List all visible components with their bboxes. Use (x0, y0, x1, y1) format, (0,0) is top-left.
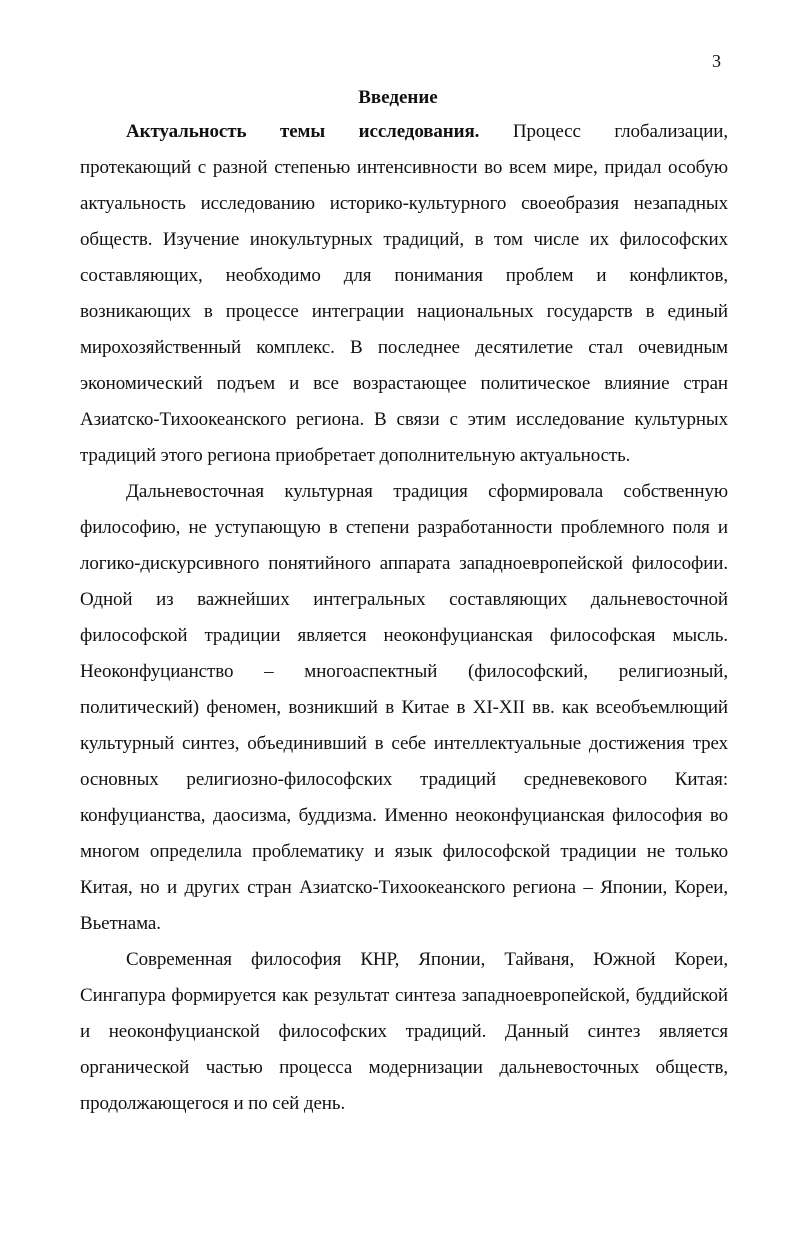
paragraph-lead: Актуальность темы исследования. (126, 121, 480, 142)
paragraph-relevance (80, 114, 728, 474)
page-number: 3 (712, 51, 721, 71)
paragraph-far-eastern-tradition: Дальневосточная культурная традиция сформировала собственную философию, не уступающую в степени разработанности проблемного поля и логико-дискурсивного понятийного аппарата западноевропейской философии. Одной из важнейших интегральных составляющих дальневосточной философской традиции является неоконфуцианская философская мысль. Неоконфуцианство – многоаспектный (философский, религиозный, политический) феномен, возникший в Китае в XI-XII вв. как всеобъемлющий культурный синтез, объединивший в себе интеллектуальные достижения трех основных религиозно-философских традиций средневекового Китая: конфуцианства, даосизма, буддизма. Именно неоконфуцианская философия во многом определила проблематику и язык философской традиции не только Китая, но и других стран Азиатско-Тихоокеанского региона – Японии, Кореи, Вьетнама. (80, 481, 728, 934)
paragraph-modern-philosophy: Современная философия КНР, Японии, Тайваня, Южной Кореи, Сингапура формируется как результат синтеза западноевропейской, буддийской и неоконфуцианской философских традиций. Данный синтез является органической частью процесса модернизации дальневосточных обществ, продолжающегося и по сей день. (80, 949, 728, 1114)
paragraph-text: Процесс глобализации, протекающий с разной степенью интенсивности во всем мире, придал особую актуальность исследованию историко-культурного своеобразия незападных обществ. Изучение инокультурных традиций, в том числе их философских составляющих, необходимо для понимания проблем и конфликтов, возникающих в процессе интеграции национальных государств в единый мирохозяйственный комплекс. В последнее десятилетие стал очевидным экономический подъем и все возрастающее политическое влияние стран Азиатско-Тихоокеанского региона. В связи с этим исследование культурных традиций этого региона приобретает дополнительную актуальность. (80, 121, 728, 466)
page-title: Введение (358, 87, 438, 108)
body-text (80, 114, 728, 1122)
